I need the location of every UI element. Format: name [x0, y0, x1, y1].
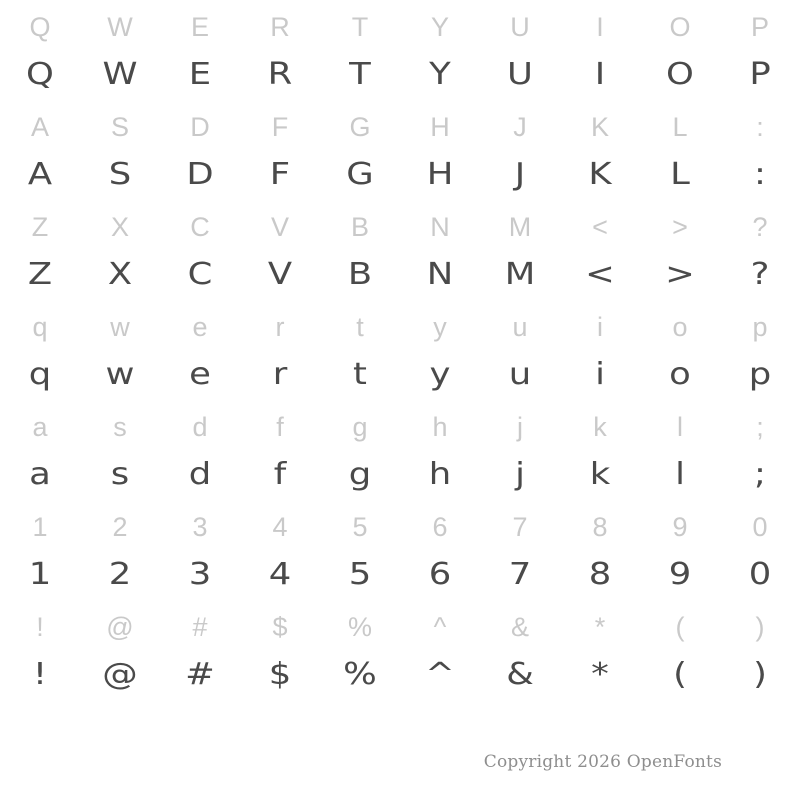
- glyph-cell-reference: H: [430, 112, 450, 142]
- glyph-cell-reference: I: [596, 12, 604, 42]
- glyph-cell-sample: i: [595, 357, 605, 392]
- glyph-row-reference: [0, 304, 800, 350]
- glyph-cell-reference: C: [190, 212, 210, 242]
- glyph-cell-reference: R: [270, 12, 290, 42]
- glyph-cell-reference: >: [672, 212, 688, 242]
- glyph-row-reference: [0, 204, 800, 250]
- glyph-cell-sample: :: [754, 157, 766, 192]
- glyph-cell-sample: 3: [188, 557, 212, 592]
- glyph-cell-reference: N: [430, 212, 450, 242]
- glyph-cell-sample: H: [426, 157, 454, 192]
- glyph-cell-sample: >: [665, 257, 695, 292]
- glyph-cell-reference: f: [276, 412, 284, 442]
- glyph-cell-sample: N: [426, 257, 454, 292]
- glyph-cell-sample: %: [343, 657, 377, 692]
- glyph-row-sample: [0, 150, 800, 200]
- glyph-cell-sample: U: [507, 57, 533, 92]
- glyph-cell-sample: 8: [588, 557, 612, 592]
- glyph-cell-sample: !: [32, 657, 48, 692]
- glyph-cell-reference: P: [750, 12, 769, 42]
- glyph-cell-reference: w: [110, 312, 130, 342]
- glyph-cell-reference: *: [594, 612, 606, 642]
- glyph-cell-sample: Y: [429, 57, 451, 92]
- glyph-cell-reference: B: [350, 212, 369, 242]
- glyph-cell-sample: E: [188, 57, 212, 92]
- glyph-cell-reference: S: [110, 112, 129, 142]
- glyph-cell-reference: y: [433, 312, 447, 342]
- glyph-cell-sample: 2: [108, 557, 132, 592]
- glyph-cell-reference: A: [30, 112, 49, 142]
- glyph-cell-sample: <: [585, 257, 615, 292]
- glyph-cell-sample: $: [268, 657, 292, 692]
- glyph-cell-reference: o: [672, 312, 688, 342]
- glyph-cell-sample: e: [189, 357, 211, 392]
- glyph-cell-reference: 1: [32, 512, 48, 542]
- glyph-cell-sample: *: [591, 657, 609, 692]
- glyph-cell-sample: w: [105, 357, 135, 392]
- glyph-cell-sample: k: [589, 457, 611, 492]
- glyph-cell-sample: f: [273, 457, 287, 492]
- glyph-row-reference: [0, 4, 800, 50]
- glyph-row-sample: [0, 550, 800, 600]
- glyph-cell-sample: O: [666, 57, 694, 92]
- glyph-cell-reference: d: [192, 412, 208, 442]
- glyph-cell-reference: 6: [432, 512, 448, 542]
- glyph-cell-sample: F: [269, 157, 291, 192]
- glyph-cell-reference: 0: [752, 512, 768, 542]
- glyph-cell-sample: ?: [750, 257, 770, 292]
- glyph-cell-reference: <: [592, 212, 608, 242]
- glyph-cell-reference: Z: [31, 212, 49, 242]
- glyph-cell-sample: t: [353, 357, 367, 392]
- glyph-cell-sample: ): [753, 657, 767, 692]
- glyph-cell-sample: 5: [348, 557, 372, 592]
- glyph-cell-sample: P: [749, 57, 771, 92]
- glyph-cell-sample: R: [267, 57, 293, 92]
- glyph-cell-sample: J: [514, 157, 526, 192]
- glyph-cell-reference: e: [192, 312, 208, 342]
- glyph-row-sample: [0, 350, 800, 400]
- glyph-cell-sample: G: [346, 157, 374, 192]
- glyph-row-pair: [0, 404, 800, 500]
- glyph-row-sample: [0, 50, 800, 100]
- glyph-cell-reference: u: [512, 312, 528, 342]
- glyph-cell-reference: D: [190, 112, 210, 142]
- glyph-row-reference: [0, 504, 800, 550]
- glyph-cell-reference: F: [271, 112, 289, 142]
- glyph-cell-reference: $: [272, 612, 288, 642]
- glyph-cell-reference: ^: [433, 612, 447, 642]
- glyph-cell-sample: V: [267, 257, 293, 292]
- glyph-row-pair: [0, 304, 800, 400]
- glyph-row-pair: [0, 504, 800, 600]
- glyph-cell-sample: &: [506, 657, 534, 692]
- glyph-cell-sample: #: [185, 657, 215, 692]
- glyph-cell-reference: :: [756, 112, 764, 142]
- glyph-cell-reference: J: [513, 112, 527, 142]
- glyph-cell-sample: s: [110, 457, 130, 492]
- glyph-cell-reference: k: [593, 412, 607, 442]
- glyph-cell-sample: 7: [508, 557, 532, 592]
- glyph-cell-reference: g: [352, 412, 368, 442]
- glyph-cell-sample: S: [108, 157, 132, 192]
- glyph-cell-reference: i: [597, 312, 603, 342]
- glyph-cell-sample: 0: [748, 557, 772, 592]
- glyph-cell-sample: 9: [668, 557, 692, 592]
- glyph-cell-reference: &: [510, 612, 529, 642]
- glyph-cell-reference: 2: [112, 512, 128, 542]
- glyph-cell-sample: T: [349, 57, 371, 92]
- glyph-cell-sample: l: [675, 457, 685, 492]
- glyph-row-pair: [0, 104, 800, 200]
- glyph-cell-reference: ;: [756, 412, 764, 442]
- glyph-cell-reference: K: [590, 112, 609, 142]
- glyph-cell-reference: j: [517, 412, 523, 442]
- glyph-cell-reference: ?: [752, 212, 768, 242]
- glyph-cell-sample: B: [347, 257, 373, 292]
- glyph-cell-sample: u: [508, 357, 532, 392]
- glyph-cell-sample: g: [348, 457, 372, 492]
- glyph-cell-reference: 9: [672, 512, 688, 542]
- glyph-cell-sample: ^: [425, 657, 455, 692]
- glyph-cell-reference: l: [677, 412, 683, 442]
- glyph-cell-sample: h: [428, 457, 452, 492]
- glyph-cell-reference: 5: [352, 512, 368, 542]
- glyph-row-pair: [0, 604, 800, 700]
- glyph-cell-sample: X: [107, 257, 133, 292]
- glyph-row-sample: [0, 650, 800, 700]
- glyph-cell-reference: 4: [272, 512, 288, 542]
- glyph-cell-sample: p: [748, 357, 772, 392]
- glyph-cell-sample: I: [594, 57, 606, 92]
- glyph-cell-sample: j: [515, 457, 525, 492]
- glyph-cell-sample: @: [102, 657, 138, 692]
- glyph-cell-reference: #: [192, 612, 208, 642]
- glyph-row-reference: [0, 104, 800, 150]
- glyph-cell-sample: C: [187, 257, 213, 292]
- glyph-cell-sample: W: [102, 57, 138, 92]
- glyph-cell-sample: y: [429, 357, 451, 392]
- glyph-cell-sample: 4: [268, 557, 292, 592]
- glyph-cell-sample: ;: [754, 457, 766, 492]
- glyph-cell-reference: U: [510, 12, 530, 42]
- glyph-cell-reference: X: [110, 212, 129, 242]
- glyph-row-reference: [0, 604, 800, 650]
- glyph-cell-sample: D: [186, 157, 214, 192]
- glyph-cell-sample: a: [29, 457, 51, 492]
- glyph-cell-reference: p: [752, 312, 768, 342]
- glyph-cell-sample: 6: [428, 557, 452, 592]
- glyph-cell-reference: M: [508, 212, 532, 242]
- glyph-row-sample: [0, 250, 800, 300]
- glyph-row-reference: [0, 404, 800, 450]
- glyph-cell-reference: h: [432, 412, 448, 442]
- glyph-cell-sample: q: [28, 357, 52, 392]
- glyph-cell-reference: (: [675, 612, 685, 642]
- glyph-cell-reference: q: [32, 312, 48, 342]
- glyph-cell-sample: o: [669, 357, 691, 392]
- glyph-cell-reference: 7: [512, 512, 528, 542]
- glyph-cell-reference: 8: [592, 512, 608, 542]
- glyph-cell-sample: r: [272, 357, 288, 392]
- glyph-cell-reference: %: [347, 612, 372, 642]
- glyph-cell-reference: W: [107, 12, 133, 42]
- glyph-cell-reference: O: [669, 12, 691, 42]
- glyph-cell-reference: r: [275, 312, 285, 342]
- glyph-cell-reference: !: [36, 612, 44, 642]
- glyph-cell-reference: Q: [29, 12, 51, 42]
- glyph-cell-reference: @: [106, 612, 134, 642]
- glyph-cell-reference: a: [32, 412, 48, 442]
- glyph-row-pair: [0, 4, 800, 100]
- glyph-cell-reference: t: [356, 312, 364, 342]
- glyph-cell-sample: A: [27, 157, 53, 192]
- glyph-cell-sample: Q: [26, 57, 54, 92]
- glyph-cell-sample: M: [504, 257, 536, 292]
- glyph-cell-sample: K: [588, 157, 612, 192]
- glyph-cell-reference: T: [351, 12, 369, 42]
- glyph-cell-reference: E: [190, 12, 209, 42]
- glyph-cell-reference: L: [672, 112, 688, 142]
- glyph-cell-sample: L: [670, 157, 690, 192]
- copyright-notice: Copyright 2026 OpenFonts: [483, 752, 722, 772]
- glyph-cell-sample: Z: [27, 257, 53, 292]
- glyph-cell-reference: Y: [430, 12, 449, 42]
- glyph-row-pair: [0, 204, 800, 300]
- glyph-cell-sample: (: [673, 657, 687, 692]
- glyph-row-sample: [0, 450, 800, 500]
- glyph-cell-reference: G: [349, 112, 371, 142]
- glyph-cell-reference: V: [270, 212, 289, 242]
- glyph-cell-reference: 3: [192, 512, 208, 542]
- glyph-cell-reference: s: [113, 412, 127, 442]
- glyph-cell-sample: d: [188, 457, 212, 492]
- glyph-cell-reference: ): [755, 612, 765, 642]
- glyph-cell-sample: 1: [28, 557, 52, 592]
